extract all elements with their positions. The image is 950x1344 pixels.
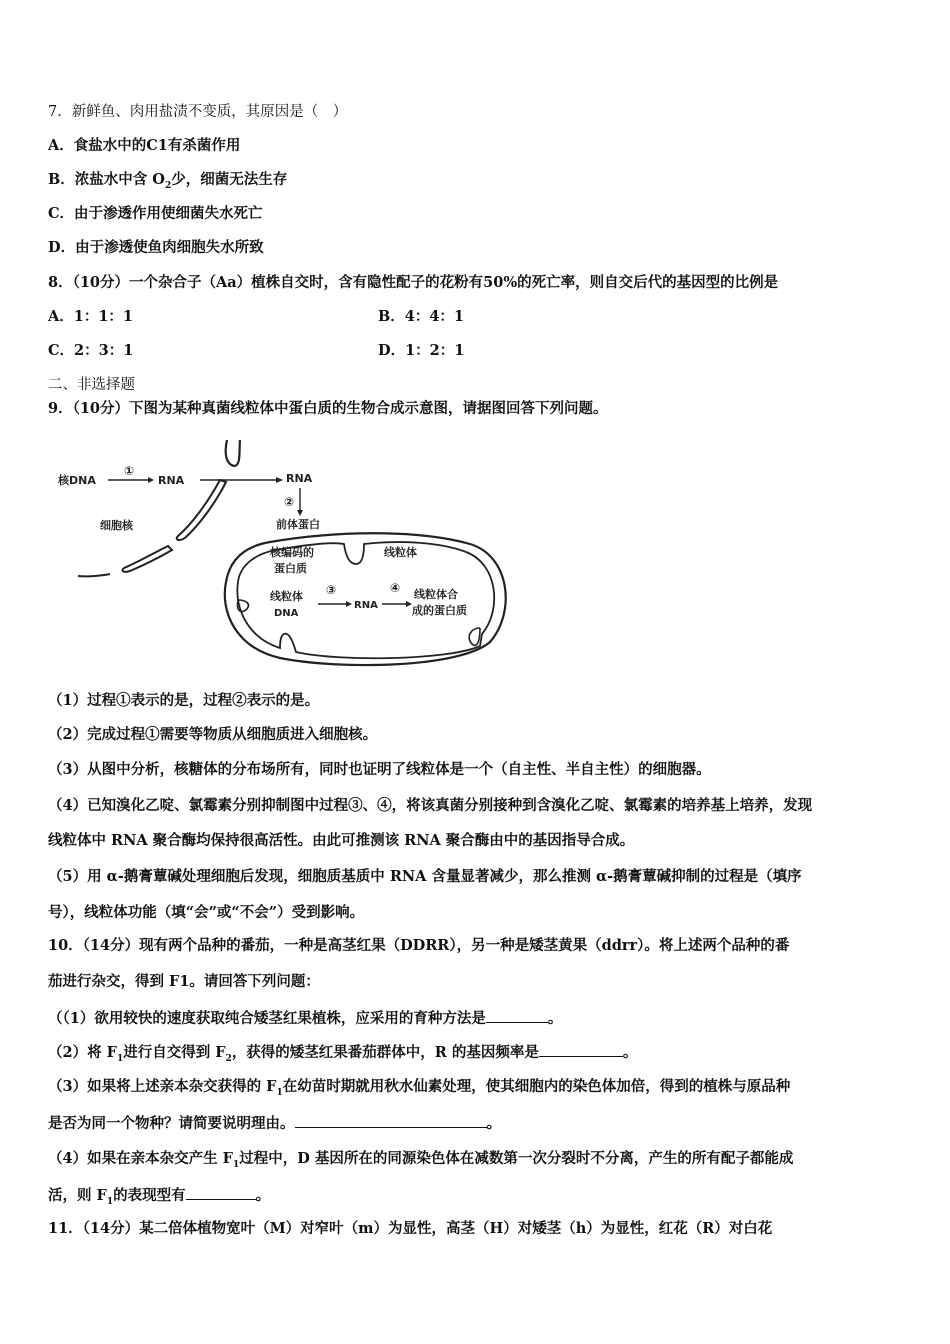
label-circle-4: ④: [390, 581, 401, 595]
q9-part-4-line-2: 线粒体中 RNA 聚合酶均保持很高活性。由此可推测该 RNA 聚合酶由中的基因指导合成。: [48, 832, 635, 849]
q9-part-5-line-1: （5）用 α-鹅膏蕈碱处理细胞后发现，细胞质基质中 RNA 含量显著减少，那么推测 α-鹅膏蕈碱抑制的过程是（填序: [48, 868, 802, 885]
q10-stem-line-1: 10．（14分）现有两个品种的番茄，一种是高茎红果（DDRR），另一种是矮茎黄果（ddrr）。将上述两个品种的番: [48, 937, 790, 954]
q8-option-d: D．1：2：1: [378, 342, 465, 359]
arrowhead-process-2: [297, 510, 303, 516]
q11-stem: 11．（14分）某二倍体植物宽叶（M）对窄叶（m）为显性，高茎（H）对矮茎（h）为显性，红花（R）对白花: [48, 1220, 773, 1237]
section-heading: 二、非选择题: [48, 377, 135, 393]
nuclear-membrane-low: [122, 546, 172, 572]
label-precursor-protein: 前体蛋白: [276, 518, 320, 531]
q7-stem: 7．新鲜鱼、肉用盐渍不变质，其原因是（ ）: [48, 104, 348, 120]
q10-part-4-line-1: （4）如果在亲本杂交产生 $F_1$过程中，D 基因所在的同源染色体在减数第一次分裂时不分离，产生的所有配子都能成: [48, 1150, 794, 1170]
label-mito-protein-2: 成的蛋白质: [412, 604, 467, 617]
crista-right: [469, 628, 480, 645]
label-circle-2: ②: [284, 495, 295, 509]
q10-part-4-line-2: 活，则 $F_1$的表现型有 。: [48, 1187, 271, 1207]
q10-part-3-line-2: 是否为同一个物种？请简要说明理由。 。: [48, 1115, 501, 1132]
q7-option-b: B．浓盐水中含 $O_2$少，细菌无法生存: [48, 171, 288, 191]
q9-part-5-line-2: 号），线粒体功能（填“会”或“不会”）受到影响。: [48, 904, 365, 921]
q10-part-3-line-1: （3）如果将上述亲本杂交获得的 $F_1$在幼苗时期就用秋水仙素处理，使其细胞内的染色体加倍，得到的植株与原品种: [48, 1078, 791, 1098]
q8-option-c: C．2：3：1: [48, 342, 134, 359]
q8-option-b: B．4：4：1: [378, 308, 465, 325]
mitochondria-protein-synthesis-diagram: [40, 432, 520, 672]
label-mito-dna-1: 线粒体: [270, 590, 303, 603]
q9-part-3: （3）从图中分析，核糖体的分布场所有，同时也证明了线粒体是一个（自主性、半自主性）的细胞器。: [48, 761, 711, 778]
q7-option-a: A．食盐水中的C1有杀菌作用: [48, 137, 241, 154]
nuclear-membrane-top: [226, 440, 240, 466]
q9-stem: 9．（10分）下图为某种真菌线粒体中蛋白质的生物合成示意图，请据图回答下列问题。: [48, 400, 608, 417]
label-nucleus: 细胞核: [100, 519, 133, 532]
q7-option-c: C．由于渗透作用使细菌失水死亡: [48, 205, 263, 222]
label-nuclear-encoded-2: 蛋白质: [274, 562, 307, 575]
q9-part-2: （2）完成过程①需要等物质从细胞质进入细胞核。: [48, 726, 378, 743]
q9-part-1: （1）过程①表示的是，过程②表示的是。: [48, 692, 320, 709]
q8-stem: 8．（10分）一个杂合子（Aa）植株自交时，含有隐性配子的花粉有50%的死亡率，则自交后代的基因型的比例是: [48, 274, 779, 291]
q7-option-d: D．由于渗透使鱼肉细胞失水所致: [48, 239, 264, 256]
label-nuclear-dna: 核DNA: [58, 474, 96, 487]
arrowhead-rna-export: [276, 477, 283, 483]
label-mito-protein-1: 线粒体合: [414, 588, 458, 601]
q10-part-1: （（1）欲用较快的速度获取纯合矮茎红果植株，应采用的育种方法是 。: [48, 1010, 563, 1027]
arrowhead-process-1: [148, 477, 154, 483]
arrowhead-process-3: [346, 601, 352, 607]
label-rna-2: RNA: [286, 472, 313, 485]
label-nuclear-encoded-1: 核编码的: [270, 546, 314, 559]
label-rna-3: RNA: [354, 600, 378, 611]
q10-stem-line-2: 茄进行杂交，得到 F1。请回答下列问题：: [48, 973, 320, 990]
label-rna-1: RNA: [158, 474, 185, 487]
q8-option-a: A．1：1：1: [48, 308, 134, 325]
answer-blank[interactable]: [295, 1113, 487, 1128]
answer-blank[interactable]: [539, 1042, 623, 1057]
answer-blank[interactable]: [486, 1008, 548, 1023]
label-circle-1: ①: [124, 464, 135, 478]
label-mitochondrion: 线粒体: [384, 546, 417, 559]
label-mito-dna-2: DNA: [274, 608, 299, 619]
q9-part-4-line-1: （4）已知溴化乙啶、氯霉素分别抑制图中过程③、④，将该真菌分别接种到含溴化乙啶、氯霉素的培养基上培养，发现: [48, 797, 813, 814]
nuclear-membrane-mid: [177, 480, 226, 540]
answer-blank[interactable]: [186, 1185, 256, 1200]
q10-part-2: （2）将 $F_1$进行自交得到 $F_2$，获得的矮茎红果番茄群体中，R 的基因频率是 。: [48, 1044, 638, 1064]
label-circle-3: ③: [326, 583, 337, 597]
nuclear-membrane-bottom: [78, 574, 110, 576]
